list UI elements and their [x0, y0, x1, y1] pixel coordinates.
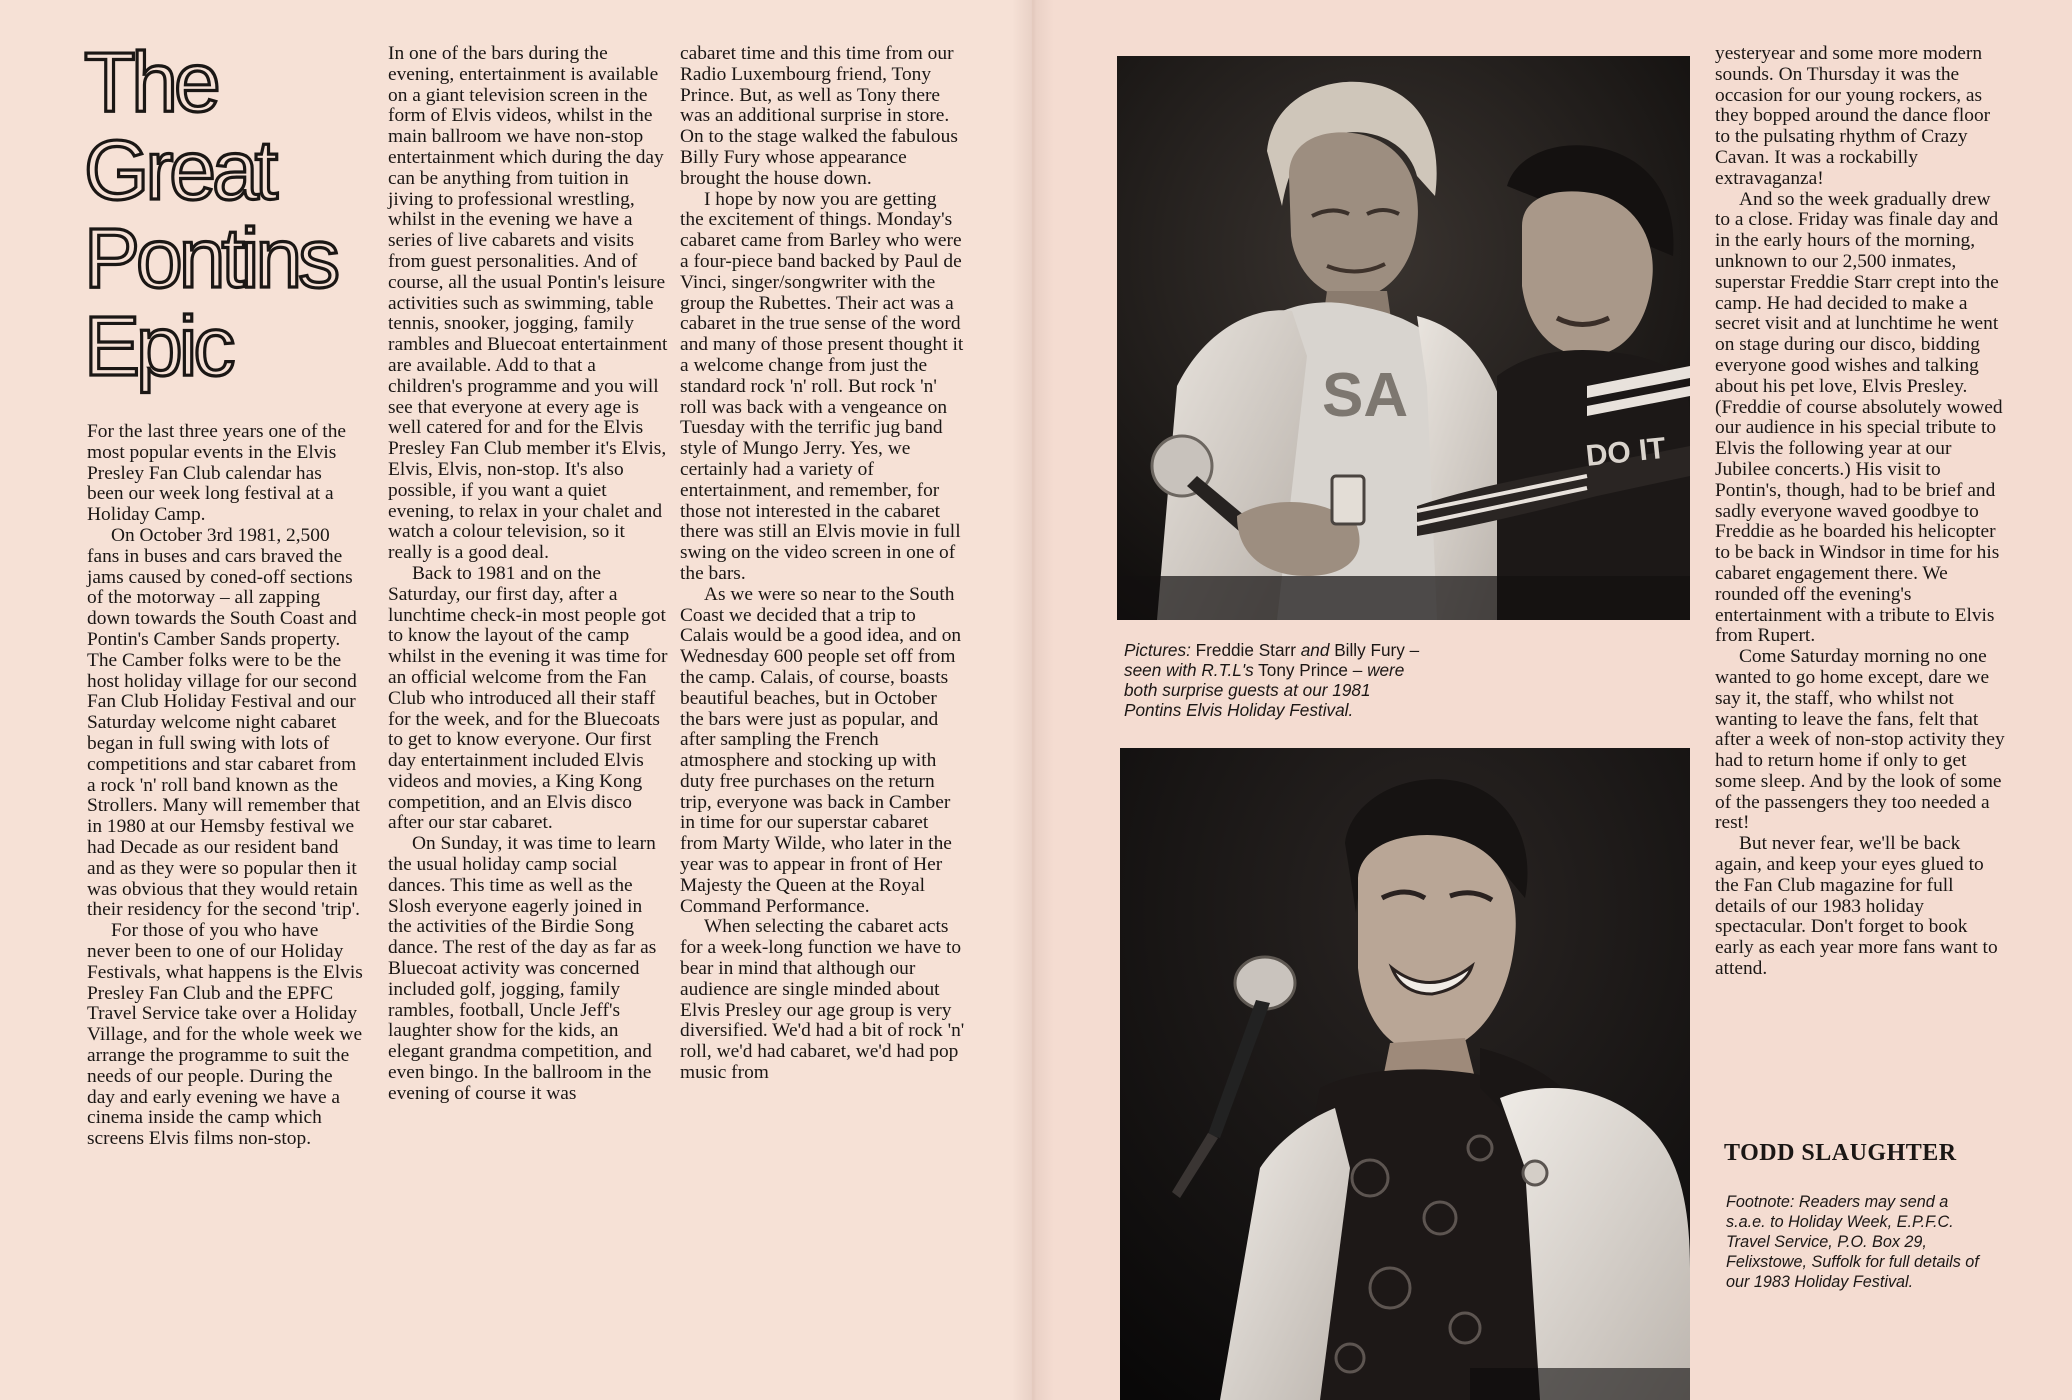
- author-byline: TODD SLAUGHTER: [1724, 1140, 1957, 1166]
- paragraph: For those of you who have never been to one of our Holiday Festivals, what happens is the Elvis Presley Fan Club and the EPFC Travel Service take over a Holiday Village, and for the whole week we arrange the programme to suit the needs of our people. During the day and early evening we have a cinema inside the camp which screens Elvis films non-stop.: [87, 920, 363, 1150]
- caption-part: – seen with R.T.L's: [1124, 640, 1420, 680]
- paragraph: cabaret time and this time from our Radio Luxembourg friend, Tony Prince. But, as well as Tony there was an additional surprise in store. On to the stage walked the fabulous Billy Fury whose appearance brought the house down.: [680, 43, 958, 189]
- text-column-1: [87, 422, 363, 1150]
- title-line: Great: [84, 123, 275, 217]
- photo-image: [1117, 56, 1690, 620]
- caption-part: Tony Prince: [1258, 660, 1348, 680]
- text-column-4: [1715, 44, 2007, 980]
- caption-part: Pictures:: [1124, 640, 1191, 660]
- caption-part: Freddie Starr: [1195, 640, 1296, 660]
- left-page: [0, 0, 1032, 1400]
- caption-part: and: [1300, 640, 1330, 660]
- paragraph: I hope by now you are getting the excitement of things. Monday's cabaret came from Barley who were a four-piece band backed by Paul de Vinci, singer/songwriter with the group the Rubettes. Their act was a cabaret in the true sense of the word and many of those present thought it a welcome change from just the standard rock 'n' roll. But rock 'n' roll was back with a vengeance on Tuesday with the terrific jug band style of Mungo Jerry. Yes, we certainly had a variety of entertainment, and remember, for those not interested in the cabaret there was still an Elvis movie in full swing on the video screen in one of the bars.: [680, 188, 964, 584]
- paragraph: On October 3rd 1981, 2,500 fans in buses and cars braved the jams caused by coned-off sections of the motorway – all zapping down towards the South Coast and Pontin's Camber Sands property. The Camber folks were to be the host holiday village for our second Fan Club Holiday Festival and our Saturday welcome night cabaret began in full swing with lots of competitions and star cabaret from a rock 'n' roll band known as the Strollers. Many will remember that in 1980 at our Hemsby festival we had Decade as our resident band and as they were so popular then it was obvious that they would retain their residency for the second 'trip'.: [87, 524, 361, 921]
- paragraph: In one of the bars during the evening, entertainment is available on a giant television screen in the form of Elvis videos, whilst in the main ballroom we have non-stop entertainment which during the day can be anything from tuition in jiving to professional wrestling, whilst in the evening we have a series of live cabarets and visits from guest personalities. And of course, all the usual Pontin's leisure activities such as swimming, table tennis, snooker, jogging, family rambles and Bluecoat entertainment are available. Add to that a children's programme and you will see that everyone at every age is well catered for and for the Elvis Presley Fan Club member it's Elvis, Elvis, Elvis, non-stop. It's also possible, if you want a quiet evening, to relax in your chalet and watch a colour television, so it really is a good deal.: [388, 43, 668, 564]
- paragraph: When selecting the cabaret acts for a week-long function we have to bear in mind that although our audience are single minded about Elvis Presley our age group is very diversified. We'd had a bit of rock 'n' roll, we'd had cabaret, we'd had pop music from: [680, 916, 965, 1084]
- caption-part: – were both surprise guests at our 1981 Pontins Elvis Holiday Festival.: [1124, 660, 1405, 720]
- title-line: Pontins: [84, 211, 337, 305]
- page-gutter: [1012, 0, 1054, 1400]
- text-column-2: [388, 44, 670, 1105]
- paragraph: Back to 1981 and on the Saturday, our first day, after a lunchtime check-in most people got to know the layout of the camp whilst in the evening it was time for an official welcome from the Fan Club who introduced all their staff for the week, and for the Bluecoats to get to know everyone. Our first day entertainment included Elvis videos and movies, a King Kong competition, and an Elvis disco after our star cabaret.: [388, 562, 668, 834]
- shirt-print-right: DO IT: [1584, 431, 1668, 473]
- title-line: The: [84, 35, 217, 129]
- photo-billy-fury: [1120, 748, 1690, 1400]
- paragraph: As we were so near to the South Coast we decided that a trip to Calais would be a good idea, and on Wednesday 600 people set off from the camp. Calais, of course, boasts beautiful beaches, but in October the bars were just as popular, and after sampling the French atmosphere and stocking up with duty free purchases on the return trip, everyone was back in Camber in time for our superstar cabaret from Marty Wilde, who later in the year was to appear in front of Her Majesty the Queen at the Royal Command Performance.: [680, 583, 962, 917]
- text-column-3: [680, 44, 965, 1084]
- paragraph: yesteryear and some more modern sounds. On Thursday it was the occasion for our young rockers, as they bopped around the dance floor to the pulsating rhythm of Crazy Cavan. It was a rockabilly extravaganza!: [1715, 43, 1991, 189]
- caption-part: Billy Fury: [1334, 640, 1405, 660]
- paragraph: But never fear, we'll be back again, and keep your eyes glued to the Fan Club magazine for full details of our 1983 holiday spectacular. Don't forget to book early as each year more fans want to attend.: [1715, 833, 1998, 980]
- title-line: Epic: [84, 299, 232, 393]
- photo-caption: [1124, 640, 1424, 720]
- footnote: Footnote: Readers may send a s.a.e. to Holiday Week, E.P.F.C. Travel Service, P.O. Box 29, Felixstowe, Suffolk for full details of our 1983 Holiday Festival.: [1726, 1193, 1979, 1291]
- paragraph: And so the week gradually drew to a close. Friday was finale day and in the early hours of the morning, unknown to our 2,500 inmates, superstar Freddie Starr crept into the camp. He had decided to make a secret visit and at lunchtime he went on stage during our disco, bidding everyone good wishes and talking about his pet love, Elvis Presley. (Freddie of course absolutely wowed our audience in his special tribute to Elvis the following year at our Jubilee concerts.) His visit to Pontin's, though, had to be brief and sadly everyone waved goodbye to Freddie as he boarded his helicopter to be back in Windsor in time for his cabaret engagement there. We rounded off the evening's entertainment with a tribute to Elvis from Rupert.: [1715, 188, 2003, 647]
- article-title: [84, 35, 384, 393]
- photo-image: [1120, 748, 1690, 1400]
- paragraph: Come Saturday morning no one wanted to go home except, dare we say it, the staff, who whilst not wanting to leave the fans, felt that after a week of non-stop activity they had to return home if only to get some sleep. And by the look of some of the passengers they too needed a rest!: [1715, 646, 2005, 834]
- photo-freddie-starr-billy-fury: [1117, 56, 1690, 620]
- paragraph: For the last three years one of the most popular events in the Elvis Presley Fan Club calendar has been our week long festival at a Holiday Camp.: [87, 421, 346, 526]
- paragraph: On Sunday, it was time to learn the usual holiday camp social dances. This time as well as the Slosh everyone eagerly joined in the activities of the Birdie Song dance. The rest of the day as far as Bluecoat activity was concerned included golf, jogging, family rambles, football, Uncle Jeff's laughter show for the kids, an elegant grandma competition, and even bingo. In the ballroom in the evening of course it was: [388, 833, 657, 1104]
- shirt-print: SA: [1322, 361, 1409, 430]
